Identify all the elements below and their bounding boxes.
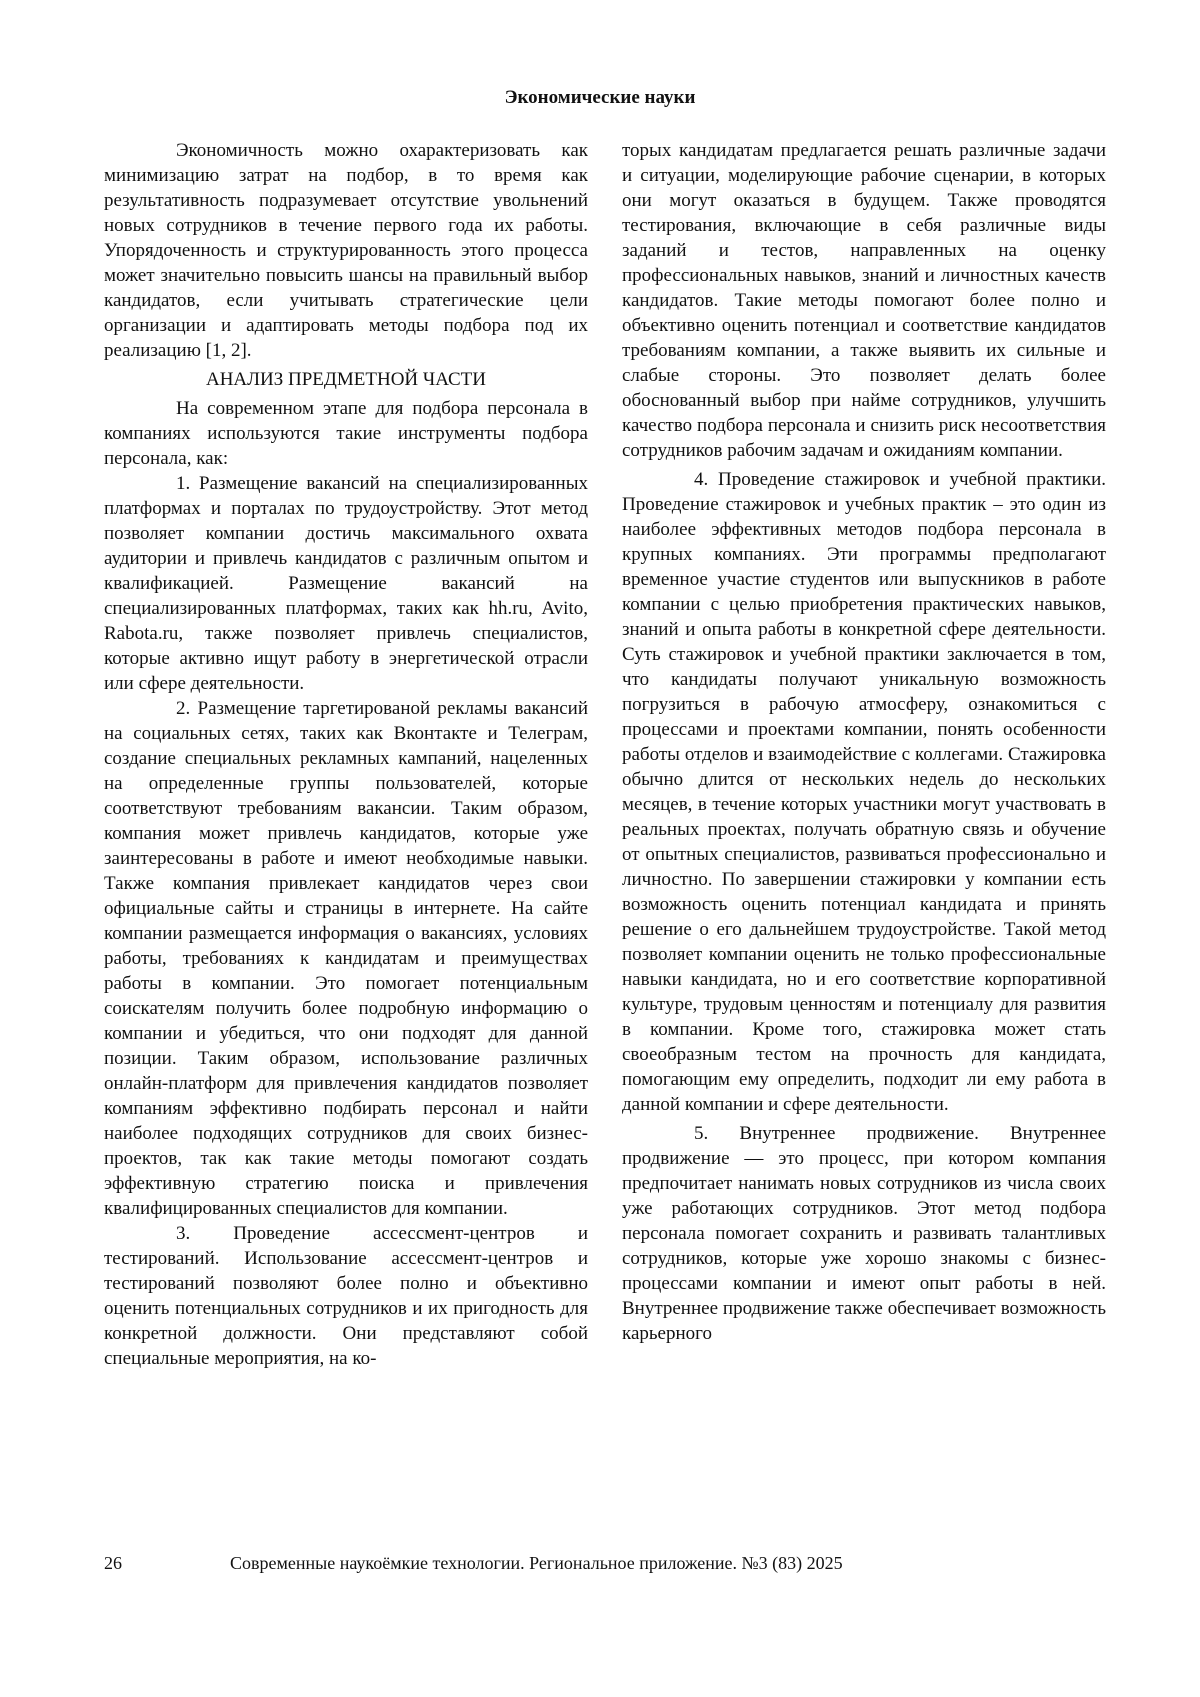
paragraph: торых кандидатам предлагается решать различные задачи и ситуации, моделирующие рабочие сценарии, в которых они могут оказаться в будущем. Также проводятся тестирования, включающие в себя различные виды заданий и тестов, направленных на оценку профессиональных навыков, знаний и личностных качеств кандидатов. Такие методы помогают более полно и объективно оценить потенциал и соответствие кандидатов требованиям компании, а также выявить их сильные и слабые стороны. Это позволяет делать более обоснованный выбор при найме сотрудников, улучшить качество подбора персонала и снизить риск несоответствия сотрудников рабочим задачам и ожиданиям компании.: [622, 140, 1106, 461]
paragraph: На современном этапе для подбора персонала в компаниях используются такие инструменты подбора персонала, как:: [104, 398, 588, 469]
section-heading: АНАЛИЗ ПРЕДМЕТНОЙ ЧАСТИ: [205, 369, 487, 390]
paragraph: 4. Проведение стажировок и учебной практики. Проведение стажировок и учебных практик – это один из наиболее эффективных методов подбора персонала в крупных компаниях. Эти программы предполагают временное участие студентов или выпускников в работе компании с целью приобретения практических навыков, знаний и опыта работы в конкретной сфере деятельности. Суть стажировок и учебной практики заключается в том, что кандидаты получают уникальную возможность погрузиться в рабочую атмосферу, ознакомиться с процессами и проектами компании, понять особенности работы отделов и взаимодействие с коллегами. Стажировка обычно длится от нескольких недель до нескольких месяцев, в течение которых участники могут участвовать в реальных проектах, получать обратную связь и обучение от опытных специалистов, развиваться профессионально и личностно. По завершении стажировки у компании есть возможность оценить потенциал кандидата и принять решение о его дальнейшем трудоустройстве. Такой метод позволяет компании оценить не только профессиональные навыки кандидата, но и его соответствие корпоративной культуре, трудовым ценностям и потенциалу для развития в компании. Кроме того, стажировка может стать своеобразным тестом на прочность для кандидата, помогающим ему определить, подходит ли ему работа в данной компании и сфере деятельности.: [622, 469, 1106, 1115]
paragraph: Экономичность можно охарактеризовать как минимизацию затрат на подбор, в то время как результативность подразумевает отсутствие увольнений новых сотрудников в течение первого года их работы. Упорядоченность и структурированность этого процесса может значительно повысить шансы на правильный выбор кандидатов, если учитывать стратегические цели организации и адаптировать методы подбора под их реализацию [1, 2].: [104, 140, 588, 361]
page-number: 26: [104, 1553, 122, 1573]
section-header: Экономические науки: [504, 87, 696, 108]
paragraph: 2. Размещение таргетированой рекламы вакансий на социальных сетях, таких как Вконтакте и Телеграм, создание специальных рекламных кампаний, нацеленных на определенные группы пользователей, которые соответствуют требованиям вакансии. Таким образом, компания может привлечь кандидатов, которые уже заинтересованы в работе и имеют необходимые навыки. Также компания привлекает кандидатов через свои официальные сайты и страницы в интернете. На сайте компании размещается информация о вакансиях, условиях работы, требованиях к кандидатам и преимуществах работы в компании. Это помогает потенциальным соискателям получить более подробную информацию о компании и убедиться, что они подходят для данной позиции. Таким образом, использование различных онлайн-платформ для привлечения кандидатов позволяет компаниям эффективно подбирать персонал и найти наиболее подходящих сотрудников для своих бизнес-проектов, так как такие методы помогают создать эффективную стратегию поиска и привлечения квалифицированных специалистов для компании.: [104, 698, 588, 1219]
paragraph: 5. Внутреннее продвижение. Внутреннее продвижение — это процесс, при котором компания предпочитает нанимать новых сотрудников из числа своих уже работающих сотрудников. Этот метод подбора персонала помогает сохранить и развивать талантливых сотрудников, которые уже хорошо знакомы с бизнес-процессами компании и имеют опыт работы в ней. Внутреннее продвижение также обеспечивает возможность карьерного: [622, 1123, 1106, 1344]
paragraph: 3. Проведение ассессмент-центров и тестирований. Использование ассессмент-центров и тестирований позволяют более полно и объективно оценить потенциальных сотрудников и их пригодность для конкретной должности. Они представляют собой специальные мероприятия, на ко-: [104, 1223, 588, 1369]
journal-title: Современные наукоёмкие технологии. Региональное приложение. №3 (83) 2025: [230, 1553, 843, 1573]
right-column: [622, 138, 1106, 1346]
paragraph: 1. Размещение вакансий на специализированных платформах и порталах по трудоустройству. Этот метод позволяет компании достичь максимального охвата аудитории и привлечь кандидатов с различным опытом и квалификацией. Размещение вакансий на специализированных платформах, таких как hh.ru, Avito, Rabota.ru, также позволяет привлечь специалистов, которые активно ищут работу в энергетической отрасли или сфере деятельности.: [104, 473, 588, 694]
left-column: [104, 138, 588, 1371]
